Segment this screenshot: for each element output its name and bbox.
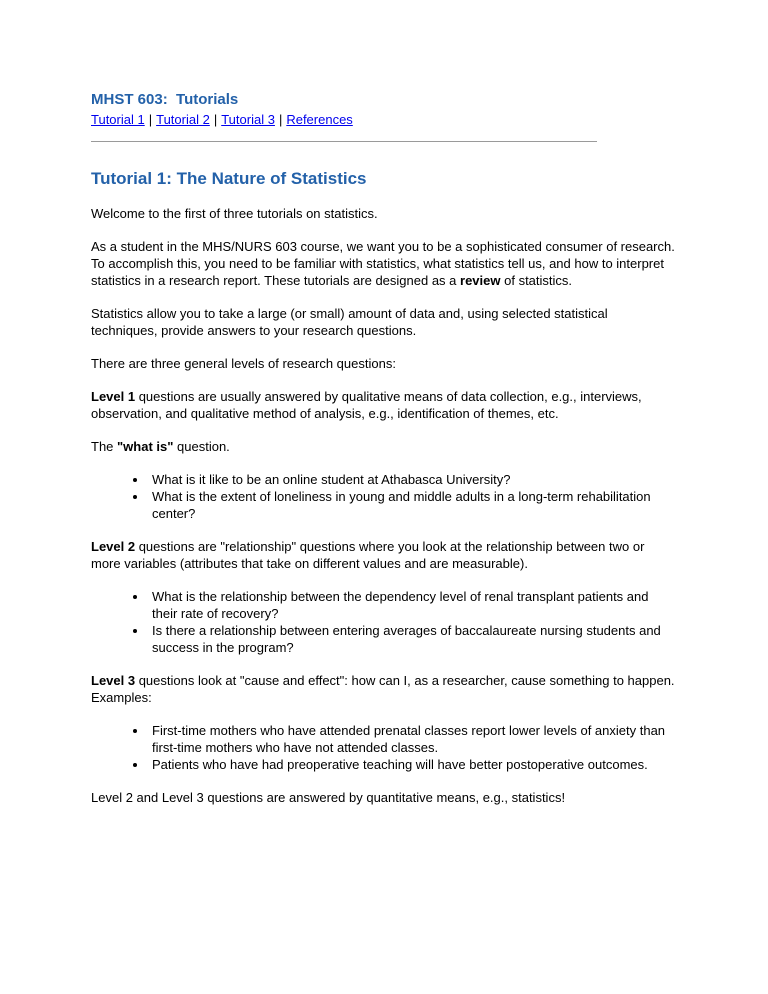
list-item: • What is the extent of loneliness in young and middle adults in a long-term rehabilitation center? [148, 488, 677, 522]
tutorial-nav [91, 111, 677, 128]
nav-link-references[interactable]: References [286, 112, 353, 127]
paragraph-level2: Level 2 questions are "relationship" questions where you look at the relationship between two or more variables (attributes that take on different values and are measurable). [91, 539, 645, 571]
nav-link-tutorial-2[interactable]: Tutorial 2 [156, 112, 210, 127]
level1-example-list [91, 471, 677, 522]
paragraph-level1: Level 1 questions are usually answered by qualitative means of data collection, e.g., interviews, observation, and qualitative method of analysis, e.g., identification of themes, etc. [91, 389, 642, 421]
list-item: • Patients who have had preoperative teaching will have better postoperative outcomes. [148, 756, 677, 773]
nav-separator: | [213, 112, 218, 127]
list-item: • What is the relationship between the dependency level of renal transplant patients and their rate of recovery? [148, 588, 677, 622]
level3-example-list [91, 722, 677, 773]
list-item: • Is there a relationship between entering averages of baccalaureate nursing students and success in the program? [148, 622, 677, 656]
paragraph-welcome: Welcome to the first of three tutorials on statistics. [91, 206, 378, 221]
list-item: • First-time mothers who have attended prenatal classes report lower levels of anxiety than first-time mothers who have not attended classes. [148, 722, 677, 756]
nav-separator: | [148, 112, 153, 127]
paragraph-levels-intro: There are three general levels of research questions: [91, 356, 396, 371]
nav-link-tutorial-3[interactable]: Tutorial 3 [221, 112, 275, 127]
paragraph-level3: Level 3 questions look at "cause and effect": how can I, as a researcher, cause something to happen. Examples: [91, 673, 675, 705]
paragraph-what-is: The "what is" question. [91, 439, 230, 454]
horizontal-rule [91, 141, 597, 142]
paragraph-statistics-purpose: Statistics allow you to take a large (or small) amount of data and, using selected statistical techniques, provide answers to your research questions. [91, 306, 608, 338]
nav-separator: | [278, 112, 283, 127]
list-item: • What is it like to be an online student at Athabasca University? [148, 471, 677, 488]
level2-example-list [91, 588, 677, 656]
paragraph-conclusion: Level 2 and Level 3 questions are answered by quantitative means, e.g., statistics! [91, 790, 566, 805]
paragraph-course-intro: As a student in the MHS/NURS 603 course, we want you to be a sophisticated consumer of research. To accomplish this, you need to be familiar with statistics, what statistics tell us, and how to interpret statistics in a research report. These tutorials are designed as a review of statistics. [91, 239, 675, 288]
nav-link-tutorial-1[interactable]: Tutorial 1 [91, 112, 145, 127]
tutorial-1-heading: Tutorial 1: The Nature of Statistics [91, 169, 367, 188]
document-title: MHST 603: Tutorials [91, 91, 239, 108]
